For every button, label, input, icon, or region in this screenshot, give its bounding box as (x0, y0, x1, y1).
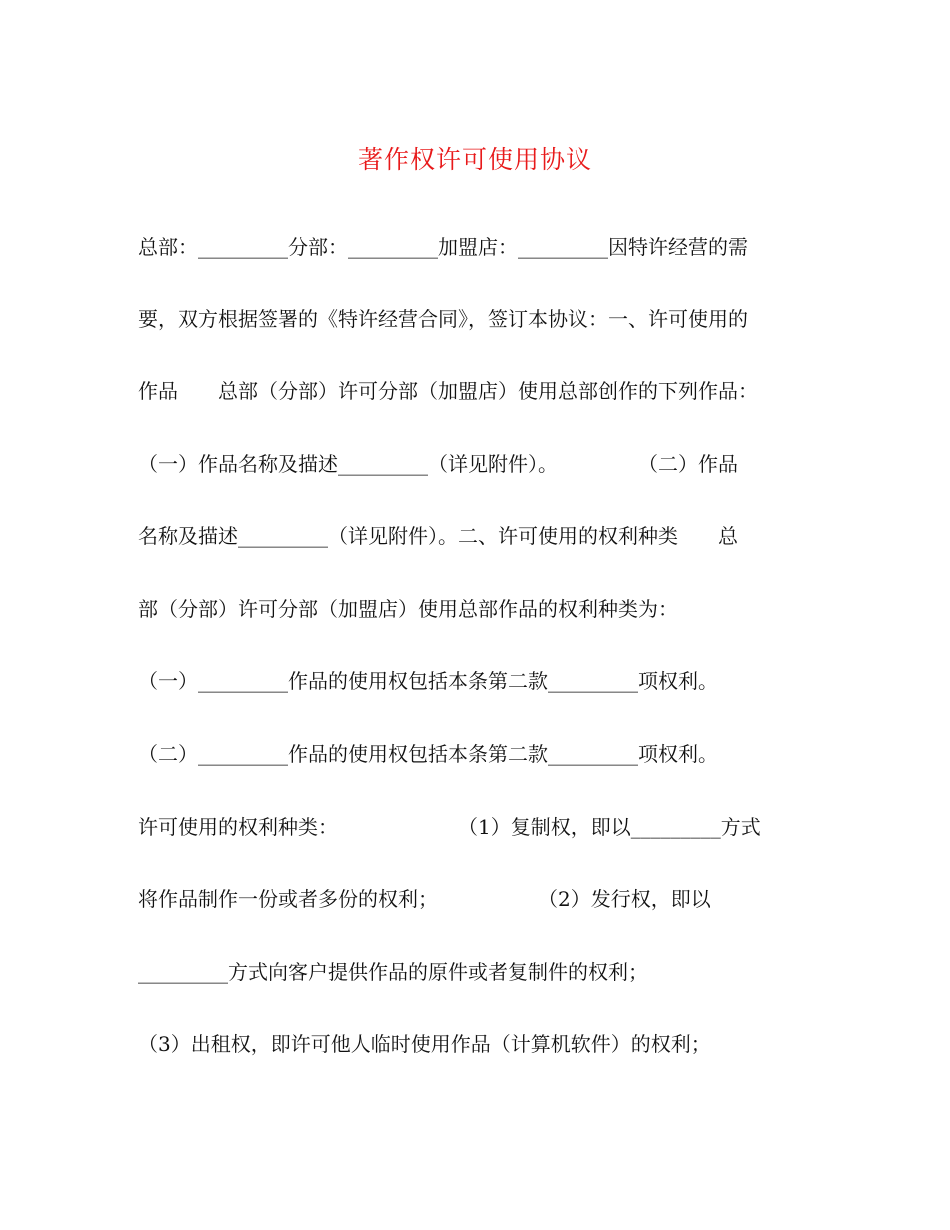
body-line-7: （一）_________作品的使用权包括本条第二款_________项权利。 (138, 669, 718, 693)
body-line-5: 名称及描述_________（详见附件）。二、许可使用的权利种类 总 (138, 524, 738, 548)
body-line-8: （二）_________作品的使用权包括本条第二款_________项权利。 (138, 742, 718, 766)
body-line-6: 部（分部）许可分部（加盟店）使用总部作品的权利种类为： (138, 597, 678, 621)
body-line-1: 总部：_________分部：_________加盟店：_________因特许经营的需 (138, 235, 748, 259)
document-title: 著作权许可使用协议 (357, 145, 592, 174)
body-line-4: （一）作品名称及描述_________（详见附件）。 （二）作品 (138, 452, 738, 476)
body-line-11: _________方式向客户提供作品的原件或者复制件的权利； (138, 960, 648, 984)
body-line-3: 作品 总部（分部）许可分部（加盟店）使用总部创作的下列作品： (138, 379, 758, 403)
body-line-2: 要，双方根据签署的《特许经营合同》，签订本协议：一、许可使用的 (138, 307, 748, 331)
body-line-12: （3）出租权，即许可他人临时使用作品（计算机软件）的权利； (138, 1032, 711, 1056)
body-line-10: 将作品制作一份或者多份的权利； （2）发行权，即以 (138, 887, 711, 911)
body-line-9: 许可使用的权利种类： （1）复制权，即以_________方式 (138, 815, 761, 839)
